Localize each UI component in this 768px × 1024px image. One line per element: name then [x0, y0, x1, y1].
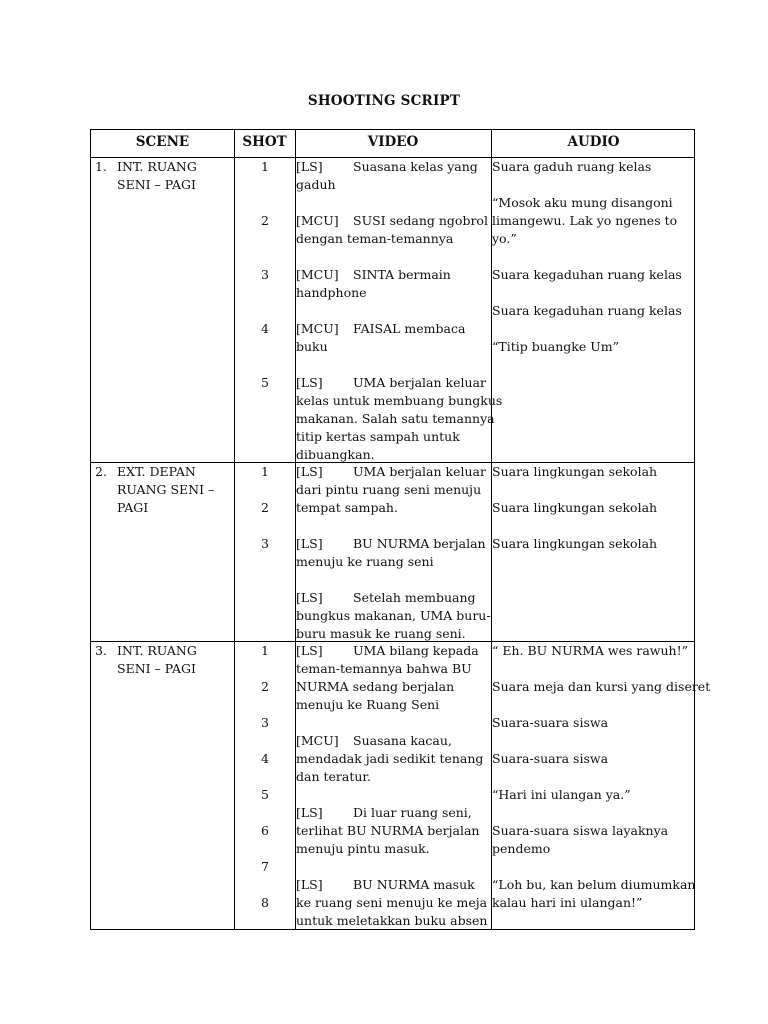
- audio-text-line: “Titip buangke Um”: [492, 339, 620, 354]
- audio-text-line: Suara-suara siswa: [492, 751, 609, 766]
- shot-number: 5: [261, 375, 269, 390]
- scene-name-line: INT. RUANG: [117, 159, 197, 174]
- shot-number: 1: [261, 159, 269, 174]
- shot-number: 3: [261, 715, 269, 730]
- audio-text-line: “Hari ini ulangan ya.”: [492, 787, 631, 802]
- audio-text-line: Suara kegaduhan ruang kelas: [492, 303, 682, 318]
- shot-number: 5: [261, 787, 269, 802]
- video-text-line: BU NURMA masuk: [353, 877, 475, 892]
- video-text-line: Suasana kacau,: [353, 733, 452, 748]
- audio-text-line: Suara lingkungan sekolah: [492, 500, 658, 515]
- shot-number: 2: [261, 213, 269, 228]
- audio-text-line: Suara lingkungan sekolah: [492, 464, 658, 479]
- video-text-line: ke ruang seni menuju ke meja: [296, 895, 488, 910]
- video-tag: [MCU]: [296, 733, 339, 748]
- audio-text-line: yo.”: [492, 231, 517, 246]
- video-text-line: dan teratur.: [296, 769, 371, 784]
- video-text-line: BU NURMA berjalan: [353, 536, 486, 551]
- video-tag: [LS]: [296, 643, 323, 658]
- video-text-line: UMA berjalan keluar: [353, 464, 486, 479]
- audio-text-line: pendemo: [492, 841, 551, 856]
- video-tag: [LS]: [296, 590, 323, 605]
- audio-text-line: kalau hari ini ulangan!”: [492, 895, 643, 910]
- video-tag: [MCU]: [296, 213, 339, 228]
- column-divider: [234, 130, 235, 929]
- video-text-line: bungkus makanan, UMA buru-: [296, 608, 491, 623]
- shot-number: 4: [261, 751, 269, 766]
- video-text-line: kelas untuk membuang bungkus: [296, 393, 503, 408]
- audio-text-line: Suara lingkungan sekolah: [492, 536, 658, 551]
- shot-number: 4: [261, 321, 269, 336]
- video-tag: [LS]: [296, 159, 323, 174]
- video-tag: [LS]: [296, 464, 323, 479]
- video-text-line: handphone: [296, 285, 367, 300]
- video-text-line: menuju ke ruang seni: [296, 554, 434, 569]
- header-audio: AUDIO: [567, 134, 620, 150]
- scene-number: 2.: [95, 464, 107, 479]
- video-tag: [LS]: [296, 877, 323, 892]
- scene-number: 3.: [95, 643, 107, 658]
- video-text-line: gaduh: [296, 177, 336, 192]
- audio-text-line: Suara-suara siswa: [492, 715, 609, 730]
- audio-text-line: Suara kegaduhan ruang kelas: [492, 267, 682, 282]
- video-text-line: UMA bilang kepada: [353, 643, 479, 658]
- video-text-line: Setelah membuang: [353, 590, 476, 605]
- video-text-line: makanan. Salah satu temannya: [296, 411, 495, 426]
- audio-text-line: “Mosok aku mung disangoni: [492, 195, 673, 210]
- video-tag: [LS]: [296, 805, 323, 820]
- shot-number: 2: [261, 679, 269, 694]
- shot-number: 8: [261, 895, 269, 910]
- page-title: SHOOTING SCRIPT: [307, 93, 461, 109]
- audio-text-line: “ Eh. BU NURMA wes rawuh!”: [492, 643, 688, 658]
- audio-text-line: Suara gaduh ruang kelas: [492, 159, 652, 174]
- video-text-line: mendadak jadi sedikit tenang: [296, 751, 484, 766]
- audio-text-line: limangewu. Lak yo ngenes to: [492, 213, 678, 228]
- shooting-script-table: [90, 129, 711, 930]
- video-text-line: FAISAL membaca: [353, 321, 466, 336]
- video-text-line: Suasana kelas yang: [353, 159, 478, 174]
- scene-name-line: SENI – PAGI: [117, 177, 196, 192]
- scene-number: 1.: [95, 159, 107, 174]
- scene-name-line: EXT. DEPAN: [117, 464, 196, 479]
- scene-name-line: SENI – PAGI: [117, 661, 196, 676]
- video-text-line: SINTA bermain: [353, 267, 451, 282]
- video-text-line: NURMA sedang berjalan: [296, 679, 455, 694]
- video-text-line: tempat sampah.: [296, 500, 398, 515]
- video-tag: [MCU]: [296, 321, 339, 336]
- video-text-line: dengan teman-temannya: [296, 231, 454, 246]
- scene-name-line: PAGI: [117, 500, 149, 515]
- video-text-line: untuk meletakkan buku absen: [296, 913, 488, 928]
- video-text-line: menuju pintu masuk.: [296, 841, 430, 856]
- audio-text-line: “Loh bu, kan belum diumumkan: [492, 877, 696, 892]
- shot-number: 6: [261, 823, 269, 838]
- video-text-line: buru masuk ke ruang seni.: [296, 626, 466, 641]
- header-scene: SCENE: [135, 134, 190, 150]
- scene-name-line: RUANG SENI –: [117, 482, 215, 497]
- video-tag: [LS]: [296, 375, 323, 390]
- video-text-line: SUSI sedang ngobrol: [353, 213, 488, 228]
- column-divider: [491, 130, 492, 929]
- video-text-line: dari pintu ruang seni menuju: [296, 482, 482, 497]
- video-tag: [LS]: [296, 536, 323, 551]
- video-text-line: UMA berjalan keluar: [353, 375, 486, 390]
- shot-number: 3: [261, 267, 269, 282]
- scene-name-line: INT. RUANG: [117, 643, 197, 658]
- audio-text-line: Suara meja dan kursi yang diseret: [492, 679, 711, 694]
- shot-number: 1: [261, 643, 269, 658]
- shot-number: 3: [261, 536, 269, 551]
- video-text-line: Di luar ruang seni,: [353, 805, 472, 820]
- video-tag: [MCU]: [296, 267, 339, 282]
- video-text-line: terlihat BU NURMA berjalan: [296, 823, 480, 838]
- shot-number: 1: [261, 464, 269, 479]
- video-text-line: titip kertas sampah untuk: [296, 429, 460, 444]
- video-text-line: dibuangkan.: [296, 447, 375, 462]
- video-text-line: menuju ke Ruang Seni: [296, 697, 440, 712]
- video-text-line: buku: [296, 339, 328, 354]
- video-text-line: teman-temannya bahwa BU: [296, 661, 472, 676]
- shot-number: 2: [261, 500, 269, 515]
- shot-number: 7: [261, 859, 269, 874]
- header-video: VIDEO: [367, 134, 419, 150]
- header-shot: SHOT: [242, 134, 287, 150]
- audio-text-line: Suara-suara siswa layaknya: [492, 823, 669, 838]
